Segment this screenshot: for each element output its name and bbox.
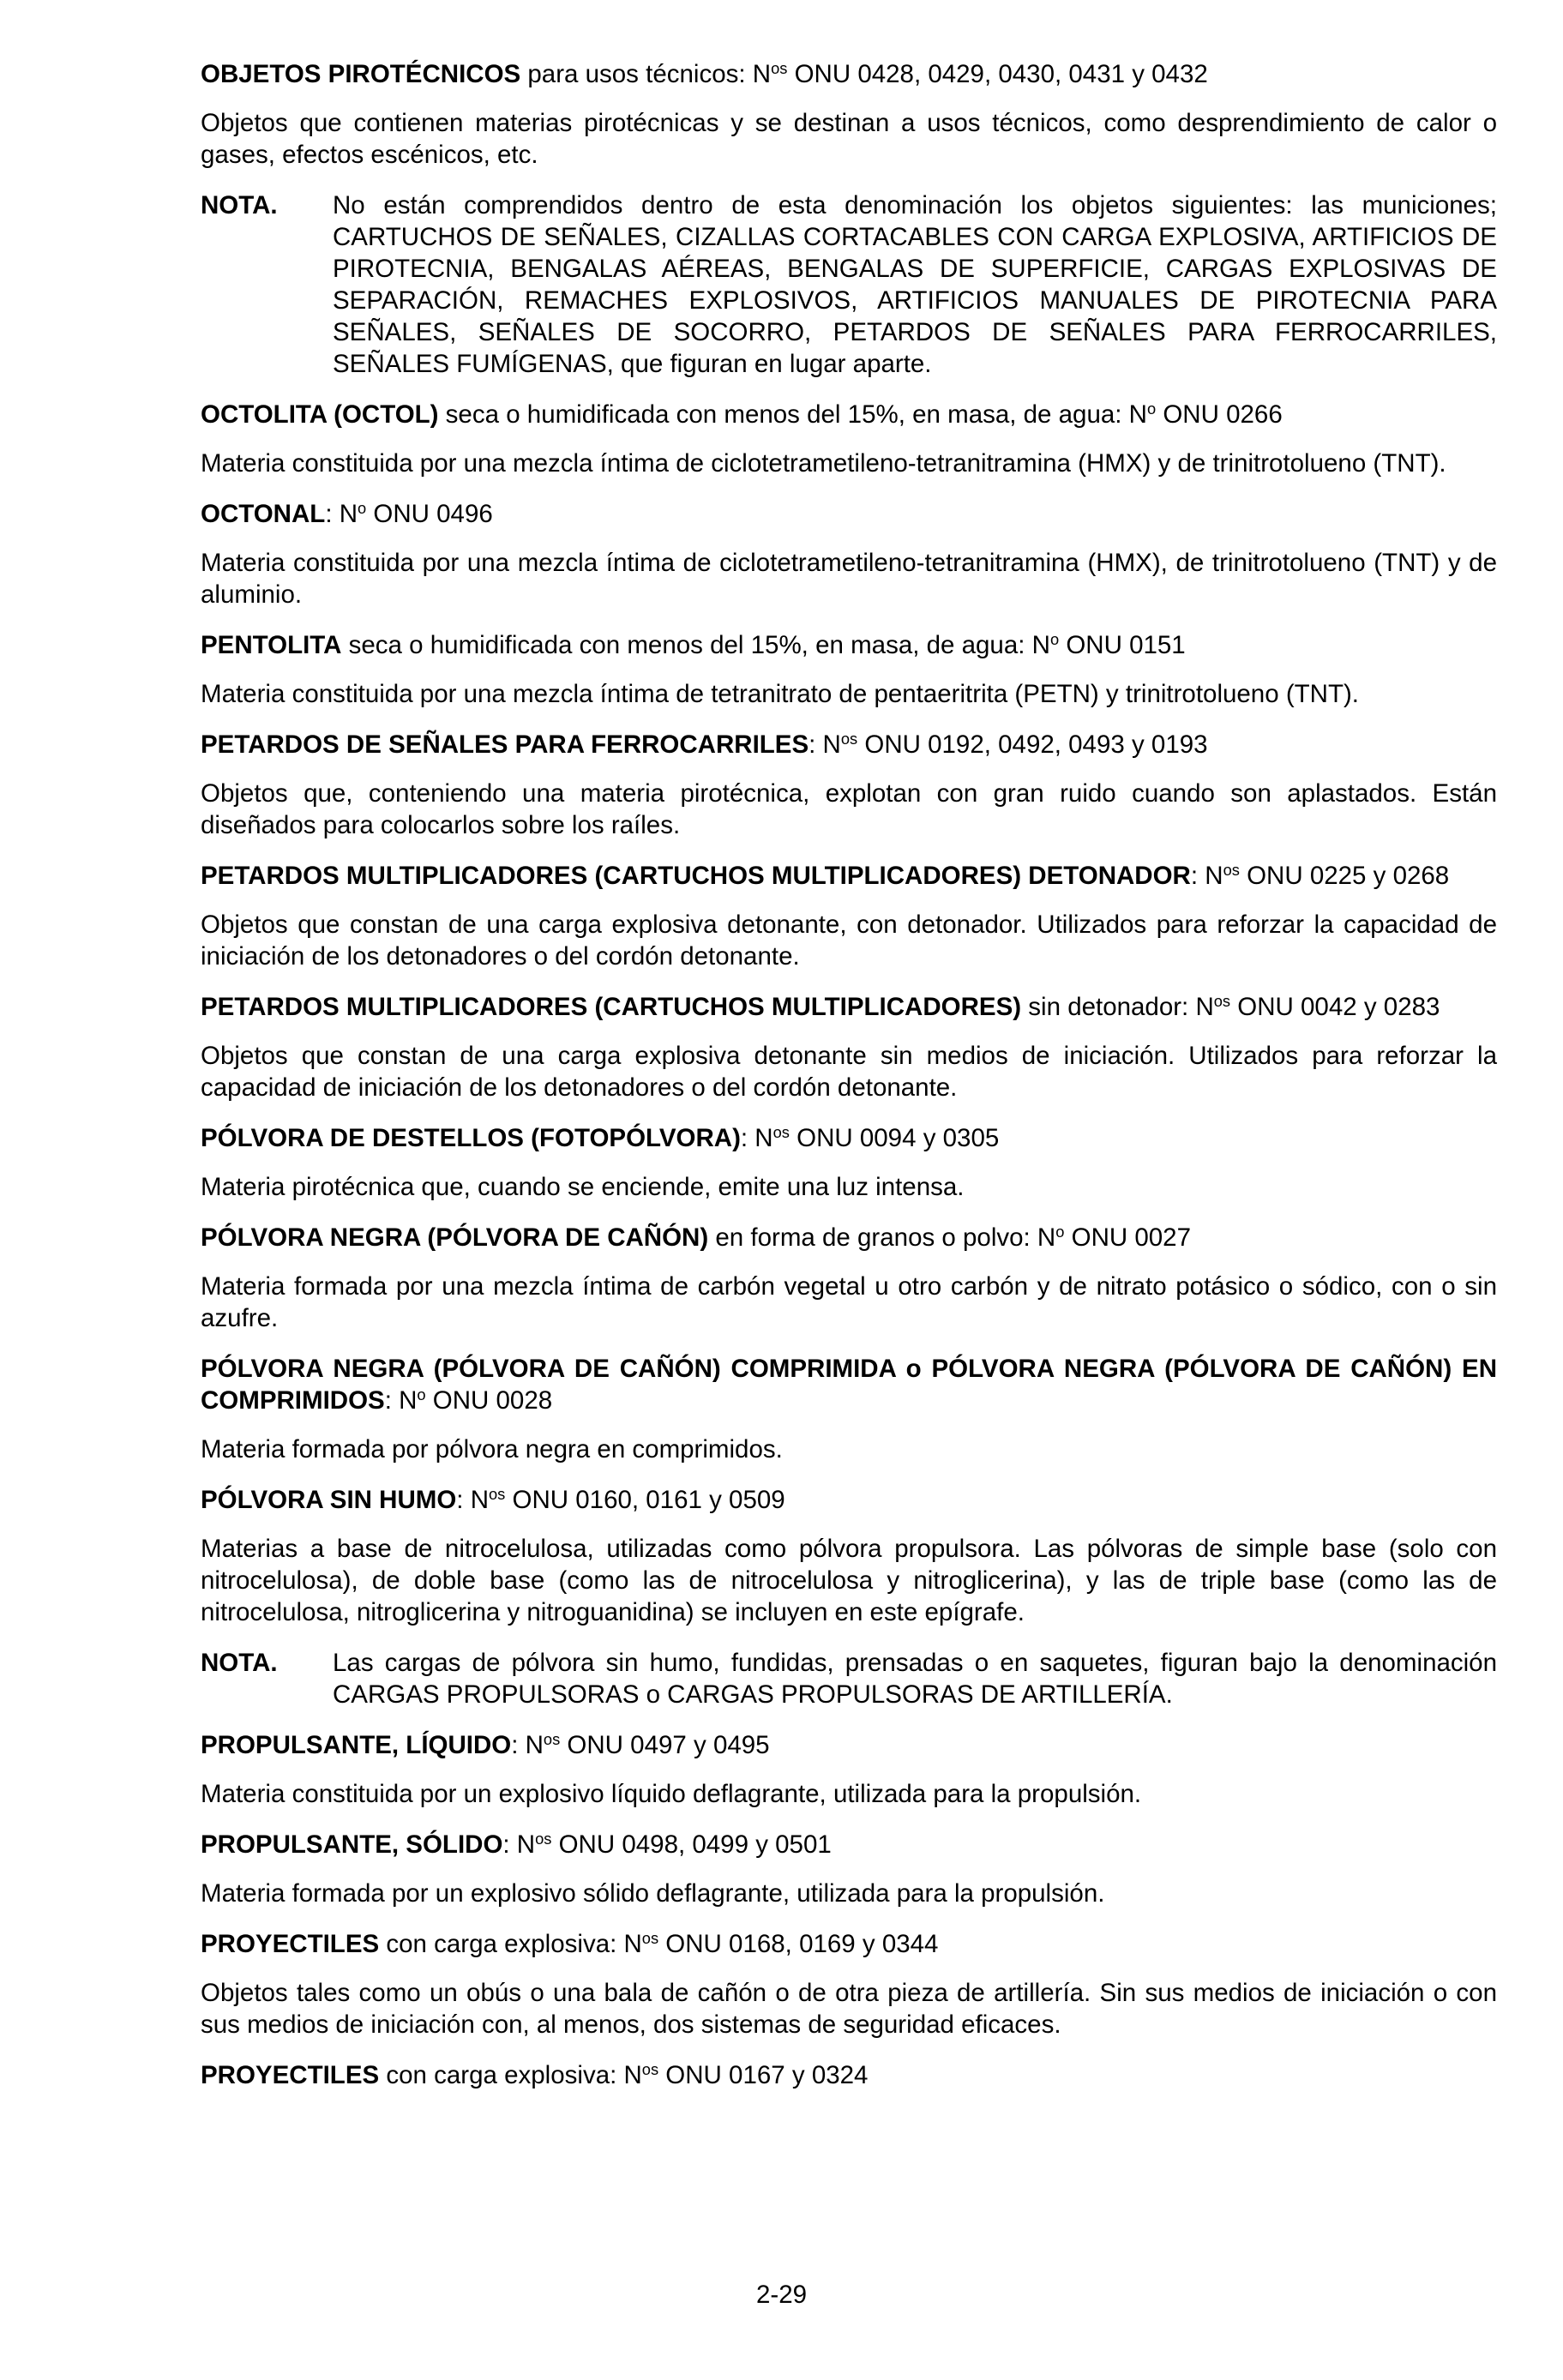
entry-title: PÓLVORA NEGRA (PÓLVORA DE CAÑÓN) COMPRIMIDA o PÓLVORA NEGRA (PÓLVORA DE CAÑÓN) EN COMPRIMIDOS [201, 1355, 1497, 1415]
entry-heading [201, 991, 1497, 1023]
entry-heading-text: ONU 0160, 0161 y 0509 [505, 1486, 785, 1514]
entry-heading [201, 1729, 1497, 1761]
entry-heading-text: ONU 0266 [1156, 400, 1283, 429]
entry-heading-text: : N [740, 1124, 773, 1152]
document-body [201, 58, 1497, 2108]
entry-heading-text: : N [809, 730, 841, 759]
entry-heading-text: ONU 0496 [366, 500, 493, 528]
entry-heading-text: sin detonador: N [1021, 993, 1214, 1021]
entry-description: Materia formada por una mezcla íntima de carbón vegetal u otro carbón y de nitrato potásico o sódico, con o sin azufre. [201, 1272, 1497, 1332]
entry-heading [201, 1353, 1497, 1416]
entry-title: PÓLVORA SIN HUMO [201, 1486, 457, 1514]
entry-heading-text: ONU 0428, 0429, 0430, 0431 y 0432 [787, 60, 1208, 88]
entry-heading-text: ONU 0192, 0492, 0493 y 0193 [857, 730, 1208, 759]
entry-heading-text: : N [384, 1386, 418, 1415]
entry-description: Materia formada por pólvora negra en comprimidos. [201, 1435, 783, 1463]
entry-title: PROPULSANTE, SÓLIDO [201, 1830, 503, 1859]
entry-description: Objetos tales como un obús o una bala de cañón o de otra pieza de artillería. Sin sus medios de iniciación o con sus medios de iniciación con, al menos, dos sistemas de seguridad eficaces. [201, 1979, 1497, 2039]
entry-description: Materia constituida por una mezcla íntima de ciclotetrametileno-tetranitramina (HMX), de trinitrotolueno (TNT) y de aluminio. [201, 549, 1497, 609]
entry-heading-text: ONU 0094 y 0305 [789, 1124, 1000, 1152]
entry-heading-text: ONU 0168, 0169 y 0344 [658, 1930, 939, 1958]
entry-title: PROYECTILES [201, 2061, 380, 2089]
entry-heading-text: ONU 0027 [1064, 1223, 1191, 1252]
number-superscript: os [489, 1484, 506, 1503]
entry-title: OBJETOS PIROTÉCNICOS [201, 60, 521, 88]
number-superscript: os [772, 1122, 790, 1141]
entry-heading [201, 1222, 1497, 1253]
entry-title: PETARDOS MULTIPLICADORES (CARTUCHOS MULTIPLICADORES) [201, 993, 1022, 1021]
entry-heading-text: ONU 0042 y 0283 [1230, 993, 1440, 1021]
entry-description: Materia formada por un explosivo sólido deflagrante, utilizada para la propulsión. [201, 1879, 1105, 1908]
entry-description: Objetos que contienen materias pirotécnicas y se destinan a usos técnicos, como desprendimiento de calor o gases, efectos escénicos, etc. [201, 109, 1497, 169]
entry-description: Objetos que constan de una carga explosiva detonante sin medios de iniciación. Utilizados para reforzar la capacidad de iniciación de los detonadores o del cordón detonante. [201, 1042, 1497, 1102]
entry-description: Materia pirotécnica que, cuando se enciende, emite una luz intensa. [201, 1173, 965, 1201]
entry-heading-text: ONU 0167 y 0324 [658, 2061, 869, 2089]
entry-title: PÓLVORA DE DESTELLOS (FOTOPÓLVORA) [201, 1124, 741, 1152]
note-text: No están comprendidos dentro de esta denominación los objetos siguientes: las municiones; CARTUCHOS DE SEÑALES, CIZALLAS CORTACABLES CON CARGA EXPLOSIVA, ARTIFICIOS DE PIROTECNIA, BENGALAS AÉREAS, BENGALAS DE SUPERFICIE, CARGAS EXPLOSIVAS DE SEPARACIÓN, REMACHES EXPLOSIVOS, ARTIFICIOS MANUALES DE PIROTECNIA PARA SEÑALES, SEÑALES DE SOCORRO, PETARDOS DE SEÑALES PARA FERROCARRILES, SEÑALES FUMÍGENAS, que figuran en lugar aparte. [333, 191, 1497, 378]
page-number: 2-29 [755, 2281, 808, 2309]
number-superscript: os [535, 1829, 552, 1848]
number-superscript: os [543, 1729, 561, 1748]
number-superscript: o [417, 1385, 426, 1403]
entry-heading [201, 399, 1497, 430]
number-superscript: o [358, 498, 367, 517]
entry-heading [201, 1928, 1497, 1960]
number-superscript: o [1146, 399, 1157, 418]
entry-heading-text: : N [456, 1486, 489, 1514]
entry-heading [201, 1484, 1497, 1516]
entry-heading-text: seca o humidificada con menos del 15%, en masa, de agua: N [341, 631, 1050, 659]
entry-heading-text: ONU 0498, 0499 y 0501 [551, 1830, 832, 1859]
entry-heading-text: seca o humidificada con menos del 15%, en masa, de agua: N [438, 400, 1147, 429]
entry-heading-text: en forma de granos o polvo: N [708, 1223, 1056, 1252]
entry-heading-text: para usos técnicos: N [520, 60, 772, 88]
entry-heading-text: ONU 0151 [1059, 631, 1186, 659]
entry-description: Materias a base de nitrocelulosa, utilizadas como pólvora propulsora. Las pólvoras de simple base (solo con nitrocelulosa), de doble base (como las de nitrocelulosa y nitroglicerina), y las de triple base (como las de nitrocelulosa, nitroglicerina y nitroguanidina) se incluyen en este epígrafe. [201, 1535, 1497, 1626]
note-block [201, 1647, 1497, 1710]
entry-heading-text: ONU 0225 y 0268 [1239, 862, 1450, 890]
entry-title: OCTONAL [201, 500, 326, 528]
entry-heading-text: : N [1190, 862, 1223, 890]
note-label: NOTA. [201, 191, 278, 219]
entry-heading [201, 1122, 1497, 1154]
number-superscript: os [641, 1928, 659, 1947]
entry-description: Materia constituida por un explosivo líquido deflagrante, utilizada para la propulsión. [201, 1780, 1142, 1808]
number-superscript: os [771, 58, 788, 77]
entry-title: PETARDOS MULTIPLICADORES (CARTUCHOS MULTIPLICADORES) DETONADOR [201, 862, 1191, 890]
entry-description: Objetos que constan de una carga explosiva detonante, con detonador. Utilizados para reforzar la capacidad de iniciación de los detonadores o del cordón detonante. [201, 911, 1497, 971]
note-block [201, 189, 1497, 380]
number-superscript: os [840, 729, 858, 748]
number-superscript: os [1223, 860, 1240, 879]
entry-title: PROYECTILES [201, 1930, 380, 1958]
entry-heading-text: ONU 0497 y 0495 [560, 1731, 770, 1759]
number-superscript: o [1055, 1222, 1065, 1241]
note-label: NOTA. [201, 1649, 278, 1677]
entry-title: PÓLVORA NEGRA (PÓLVORA DE CAÑÓN) [201, 1223, 709, 1252]
entry-title: PETARDOS DE SEÑALES PARA FERROCARRILES [201, 730, 809, 759]
entry-heading-text: : N [511, 1731, 544, 1759]
entry-heading-text: con carga explosiva: N [379, 2061, 642, 2089]
entry-heading [201, 2059, 1497, 2091]
entry-title: PENTOLITA [201, 631, 342, 659]
entry-description: Objetos que, conteniendo una materia pirotécnica, explotan con gran ruido cuando son aplastados. Están diseñados para colocarlos sobre los raíles. [201, 779, 1497, 839]
entry-title: PROPULSANTE, LÍQUIDO [201, 1731, 512, 1759]
number-superscript: o [1049, 629, 1060, 648]
note-text: Las cargas de pólvora sin humo, fundidas, prensadas o en saquetes, figuran bajo la denominación CARGAS PROPULSORAS o CARGAS PROPULSORAS DE ARTILLERÍA. [333, 1649, 1497, 1709]
entry-description: Materia constituida por una mezcla íntima de tetranitrato de pentaeritrita (PETN) y trinitrotolueno (TNT). [201, 680, 1360, 708]
entry-heading [201, 729, 1497, 760]
entry-heading-text: con carga explosiva: N [379, 1930, 642, 1958]
entry-description: Materia constituida por una mezcla íntima de ciclotetrametileno-tetranitramina (HMX) y de trinitrotolueno (TNT). [201, 449, 1446, 478]
entry-heading [201, 498, 1497, 530]
number-superscript: os [1213, 991, 1231, 1010]
entry-heading [201, 1829, 1497, 1860]
entry-heading-text: : N [325, 500, 358, 528]
entry-heading [201, 629, 1497, 661]
entry-heading-text: ONU 0028 [425, 1386, 553, 1415]
number-superscript: os [641, 2059, 659, 2078]
entry-heading [201, 58, 1497, 90]
entry-heading-text: : N [502, 1830, 536, 1859]
entry-title: OCTOLITA (OCTOL) [201, 400, 439, 429]
entry-heading [201, 860, 1497, 892]
